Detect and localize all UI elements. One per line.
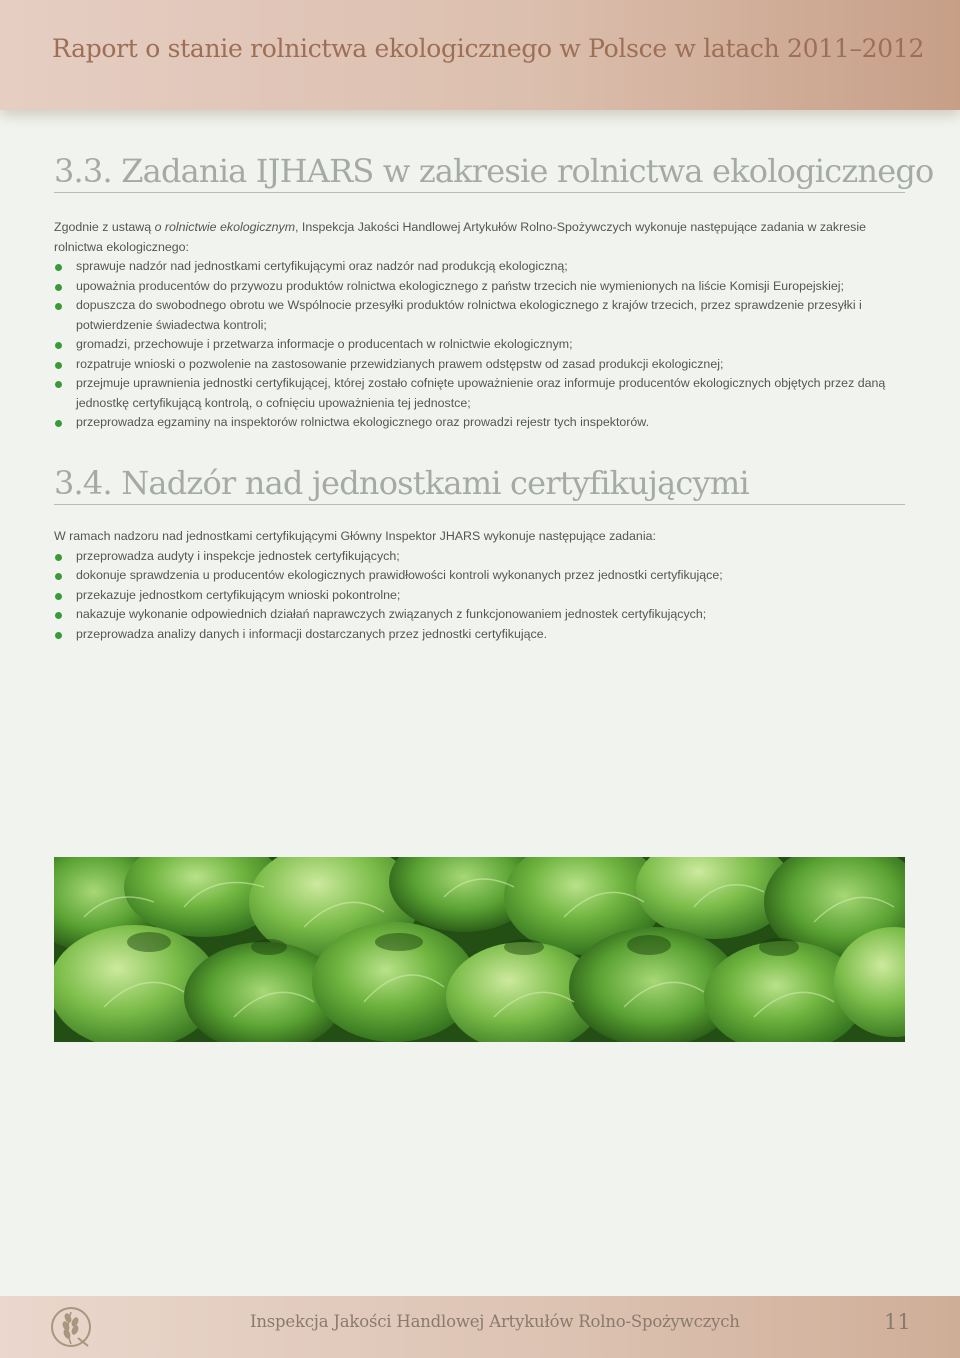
supervision-list (54, 547, 909, 645)
list-item (54, 586, 909, 606)
report-title: Raport o stanie rolnictwa ekologicznego w Polsce w latach 2011–2012 (52, 34, 925, 63)
list-item (54, 296, 909, 335)
lettuce-leaves-image (54, 857, 905, 1042)
list-item-text: dopuszcza do swobodnego obrotu we Wspólnocie przesyłki produktów rolnictwa ekologicznego z krajów trzecich, przez sprawdzenie przesyłki i potwierdzenie świadectwa kontroli; (76, 298, 862, 332)
bullet-icon (55, 284, 62, 291)
list-item-text: przeprowadza analizy danych i informacji dostarczanych przez jednostki certyfikujące. (76, 626, 548, 641)
list-item (54, 335, 909, 355)
bullet-icon (55, 632, 62, 639)
bullet-icon (55, 342, 62, 349)
bullet-icon (55, 593, 62, 600)
list-item (54, 277, 909, 297)
bullet-icon (55, 381, 62, 388)
list-item (54, 413, 909, 433)
institution-name: Inspekcja Jakości Handlowej Artykułów Rolno-Spożywczych (250, 1312, 740, 1331)
list-item-text: nakazuje wykonanie odpowiednich działań naprawczych związanych z funkcjonowaniem jednostek certyfikujących; (76, 607, 707, 621)
list-item-text: przejmuje uprawnienia jednostki certyfikującej, której zostało cofnięte upoważnienie oraz informuje producentów ekologicznych objętych przez daną jednostkę certyfikującą kontrolą, o cofnięciu upoważnienia tej jednostce; (76, 376, 886, 410)
list-item-text: przeprowadza egzaminy na inspektorów rolnictwa ekologicznego oraz prowadzi rejestr tych inspektorów. (76, 415, 650, 429)
section-3-3-intro (54, 218, 909, 257)
bullet-icon (55, 573, 62, 580)
list-item-text: sprawuje nadzór nad jednostkami certyfikującymi oraz nadzór nad produkcją ekologiczną; (76, 259, 568, 273)
section-3-4-intro: W ramach nadzoru nad jednostkami certyfikującymi Główny Inspektor JHARS wykonuje następujące zadania: (54, 529, 656, 543)
list-item-text: gromadzi, przechowuje i przetwarza informacje o producentach w rolnictwie ekologicznym; (76, 337, 573, 351)
list-item (54, 355, 909, 375)
bullet-icon (55, 362, 62, 369)
list-item (54, 625, 909, 645)
bullet-icon (55, 303, 62, 310)
page-footer (0, 1296, 960, 1358)
ijhars-logo-icon (48, 1304, 94, 1350)
lettuce-photo (54, 857, 905, 1042)
bullet-icon (55, 612, 62, 619)
list-item (54, 566, 909, 586)
section-heading-3-4: 3.4. Nadzór nad jednostkami certyfikującymi (54, 464, 905, 505)
section-heading-3-3: 3.3. Zadania IJHARS w zakresie rolnictwa ekologicznego (54, 152, 905, 193)
intro-act-title: o rolnictwie ekologicznym (154, 220, 296, 234)
list-item-text: rozpatruje wnioski o pozwolenie na zastosowanie przewidzianych prawem odstępstw od zasad produkcji ekologicznej; (76, 356, 724, 371)
list-item-text: dokonuje sprawdzenia u producentów ekologicznych prawidłowości kontroli wykonanych przez jednostki certyfikujące; (76, 568, 723, 582)
section-3-3-body (54, 218, 909, 433)
bullet-icon (55, 264, 62, 271)
list-item (54, 257, 909, 277)
bullet-icon (55, 554, 62, 561)
intro-text-start: Zgodnie z ustawą (54, 220, 155, 234)
list-item (54, 374, 909, 413)
tasks-list (54, 257, 909, 433)
page-header (0, 0, 960, 110)
list-item (54, 547, 909, 567)
section-3-4-body (54, 527, 909, 644)
list-item-text: przekazuje jednostkom certyfikującym wnioski pokontrolne; (76, 587, 401, 602)
list-item (54, 605, 909, 625)
page-number: 11 (884, 1310, 911, 1334)
list-item-text: upoważnia producentów do przywozu produktów rolnictwa ekologicznego z państw trzecich nie wymienionych na liście Komisji Europejskiej; (76, 278, 844, 293)
list-item-text: przeprowadza audyty i inspekcje jednostek certyfikujących; (76, 548, 400, 563)
intro-text-end: , Inspekcja Jakości Handlowej Artykułów Rolno-Spożywczych wykonuje następujące zadania w zakresie rolnictwa ekologicznego: (54, 220, 866, 254)
bullet-icon (55, 420, 62, 427)
